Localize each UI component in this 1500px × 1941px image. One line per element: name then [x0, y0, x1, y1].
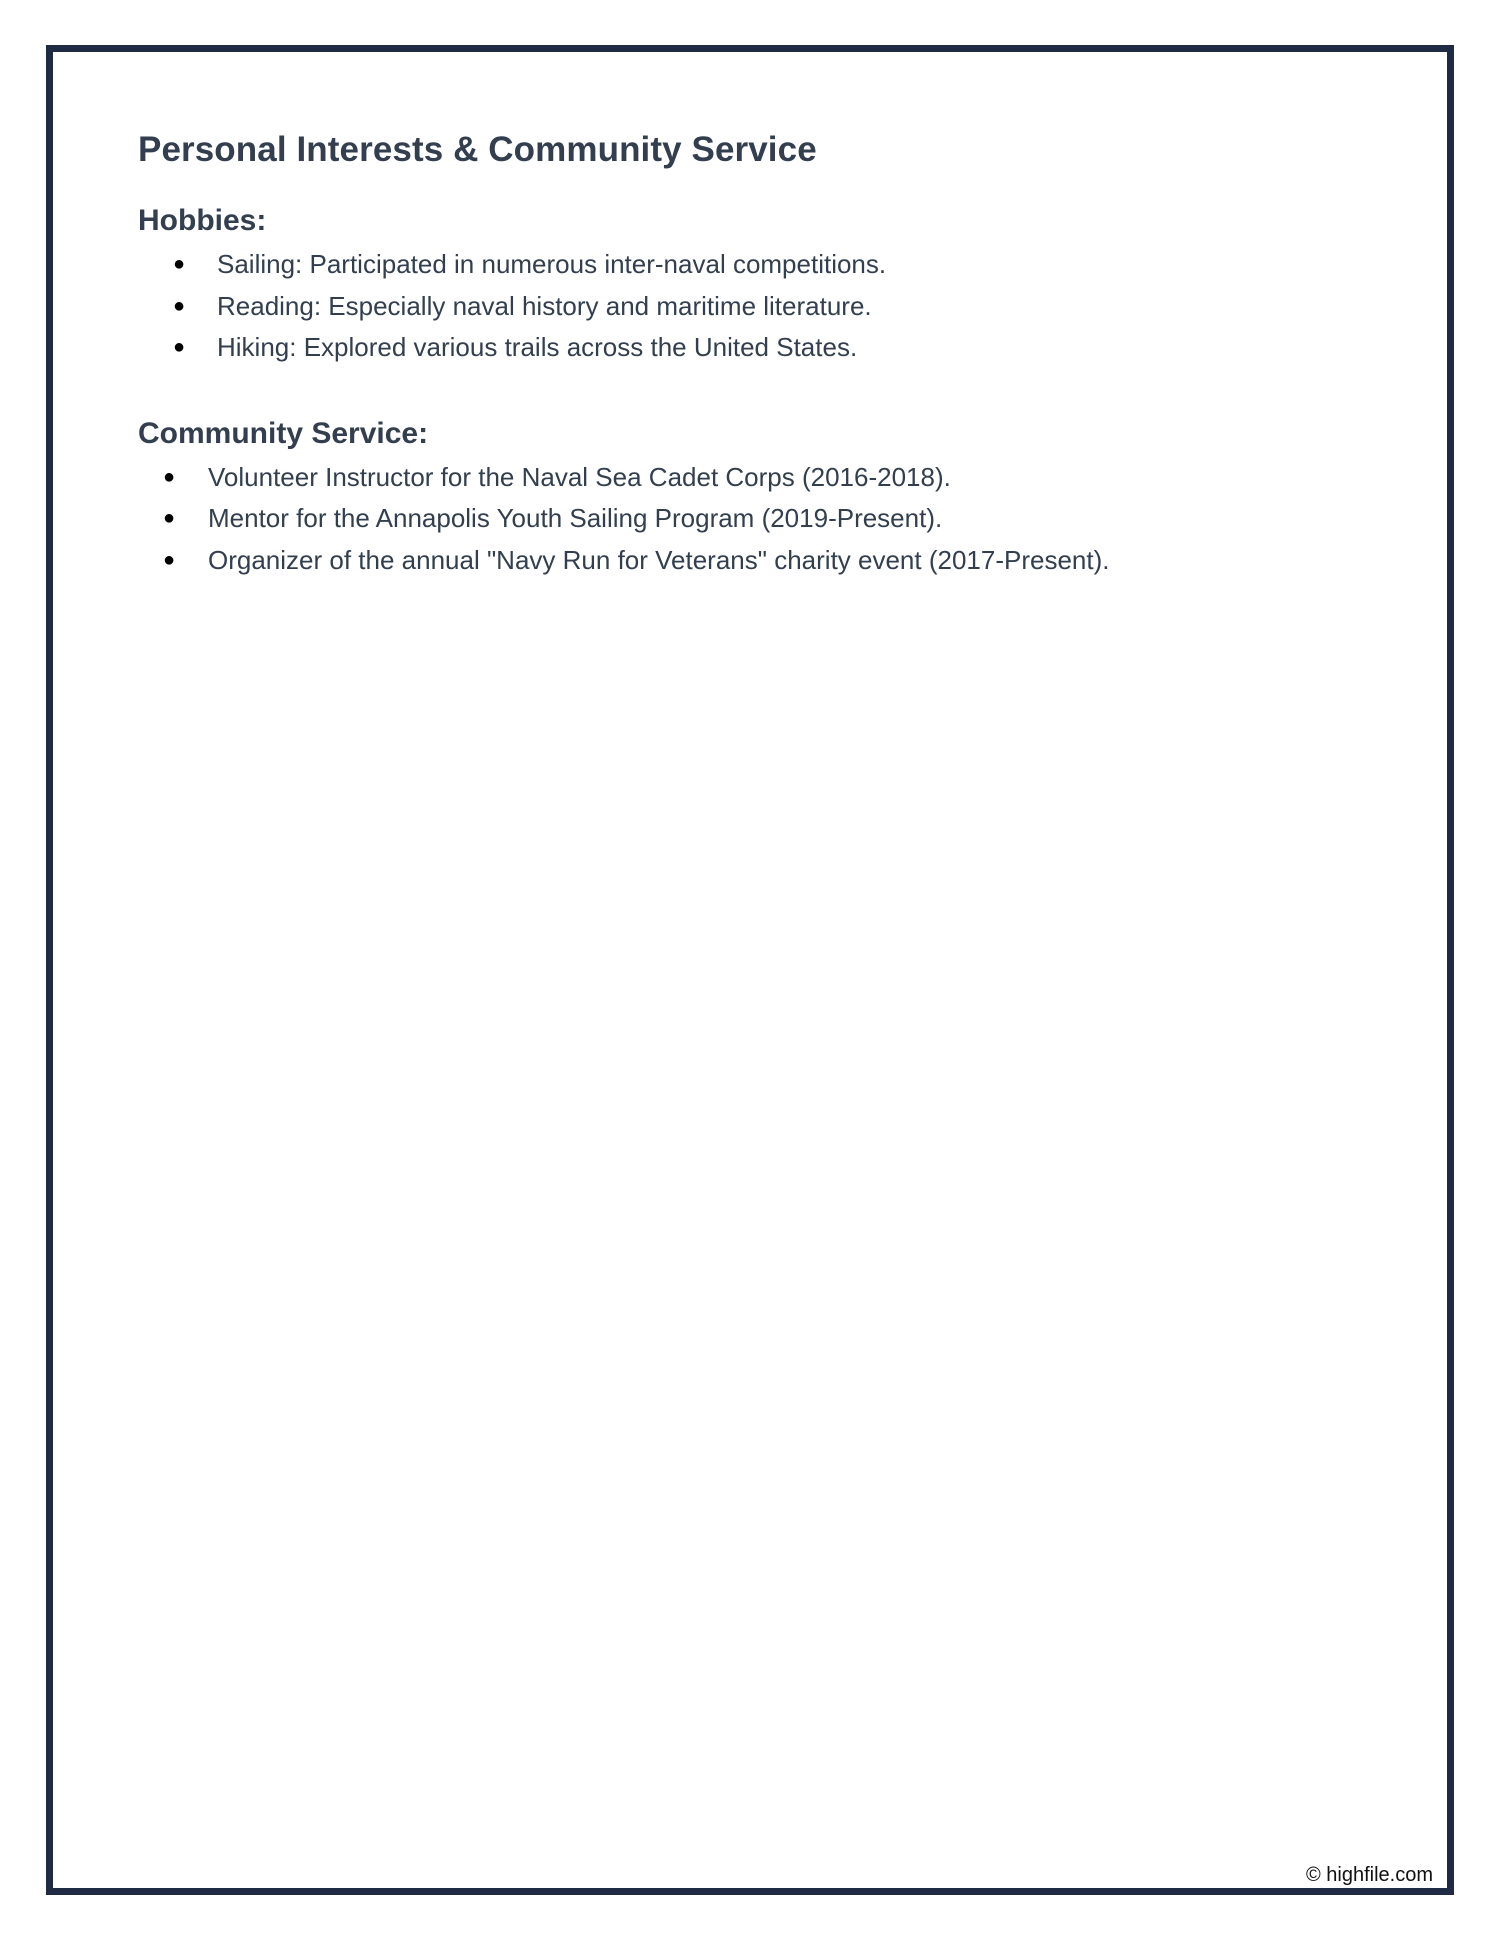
list-item	[138, 498, 1338, 540]
community-service-heading: Community Service:	[138, 416, 429, 450]
hobbies-heading: Hobbies:	[138, 204, 267, 237]
hobby-text: Hiking: Explored various trails across the United States.	[217, 332, 858, 362]
bullet-icon: ●	[163, 507, 176, 529]
community-service-list	[138, 457, 1338, 582]
document-content	[138, 128, 1338, 581]
list-item	[138, 244, 1338, 286]
list-item	[138, 540, 1338, 582]
bullet-icon: ●	[173, 336, 186, 358]
bullet-icon: ●	[163, 548, 176, 571]
hobby-text: Sailing: Participated in numerous inter-naval competitions.	[217, 249, 887, 279]
community-service-text: Volunteer Instructor for the Naval Sea Cadet Corps (2016-2018).	[208, 461, 951, 492]
copyright-footer: © highfile.com	[1305, 1864, 1433, 1886]
page-title: Personal Interests & Community Service	[138, 130, 817, 169]
bullet-icon: ●	[173, 294, 186, 317]
bullet-icon: ●	[173, 253, 186, 275]
community-service-text: Organizer of the annual "Navy Run for Veterans" charity event (2017-Present).	[208, 544, 1110, 575]
list-item	[138, 286, 1338, 328]
list-item	[138, 457, 1338, 499]
list-item	[138, 327, 1338, 369]
hobbies-list	[138, 244, 1338, 369]
community-service-text: Mentor for the Annapolis Youth Sailing Program (2019-Present).	[208, 503, 943, 533]
bullet-icon: ●	[163, 465, 176, 488]
hobby-text: Reading: Especially naval history and maritime literature.	[217, 290, 872, 321]
